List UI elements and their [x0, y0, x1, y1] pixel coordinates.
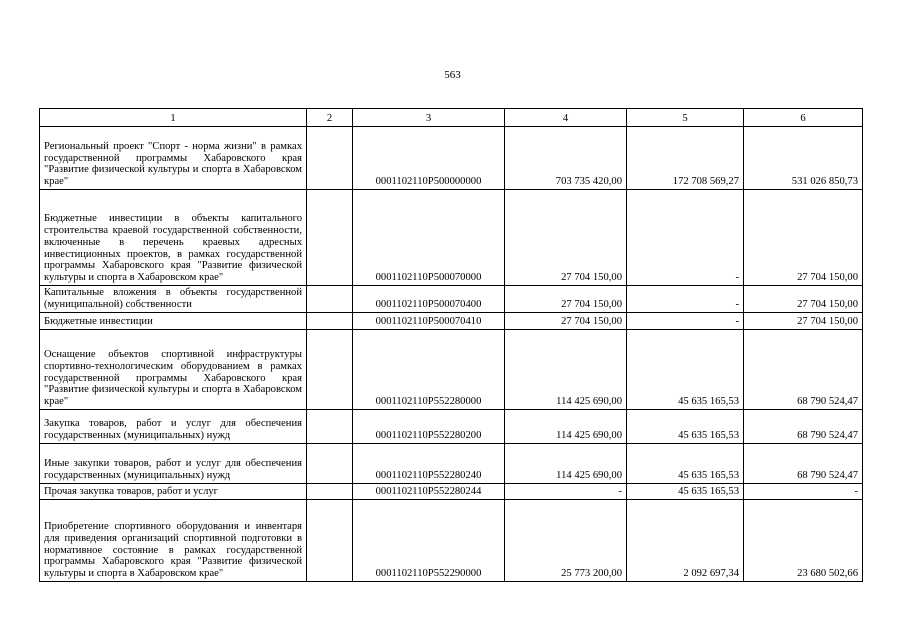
budget-code-cell: 0001102110P552280200 [353, 410, 505, 444]
budget-code-cell: 0001102110P500070000 [353, 190, 505, 286]
amount-col6-cell: 68 790 524,47 [744, 444, 863, 484]
section-cell [307, 190, 353, 286]
amount-col4-cell: 27 704 150,00 [505, 190, 627, 286]
amount-col6-cell: - [744, 484, 863, 500]
amount-col5-cell: 45 635 165,53 [627, 330, 744, 410]
table-row [40, 313, 863, 330]
column-header: 5 [627, 109, 744, 127]
section-cell [307, 127, 353, 190]
item-name-cell: Иные закупки товаров, работ и услуг для обеспечения государственных (муниципальных) нужд [40, 444, 307, 484]
item-name-cell: Бюджетные инвестиции в объекты капитального строительства краевой государственной собственности, включенные в перечень краевых адресных инвестиционных проектов, в рамках государственной программы Хабаровского края "Развитие физической культуры и спорта в Хабаровском крае" [40, 190, 307, 286]
item-name-cell: Прочая закупка товаров, работ и услуг [40, 484, 307, 500]
amount-col6-cell: 531 026 850,73 [744, 127, 863, 190]
amount-col4-cell: 114 425 690,00 [505, 330, 627, 410]
budget-code-cell: 0001102110P500000000 [353, 127, 505, 190]
budget-code-cell: 0001102110P500070410 [353, 313, 505, 330]
table-row [40, 190, 863, 286]
amount-col5-cell: - [627, 286, 744, 313]
budget-table [39, 108, 863, 582]
amount-col6-cell: 68 790 524,47 [744, 410, 863, 444]
amount-col4-cell: 703 735 420,00 [505, 127, 627, 190]
amount-col5-cell: 45 635 165,53 [627, 484, 744, 500]
column-header: 4 [505, 109, 627, 127]
item-name-cell: Закупка товаров, работ и услуг для обеспечения государственных (муниципальных) нужд [40, 410, 307, 444]
amount-col5-cell: 172 708 569,27 [627, 127, 744, 190]
amount-col4-cell: 114 425 690,00 [505, 410, 627, 444]
table-row [40, 500, 863, 582]
budget-code-cell: 0001102110P552280244 [353, 484, 505, 500]
amount-col5-cell: - [627, 190, 744, 286]
amount-col5-cell: - [627, 313, 744, 330]
amount-col5-cell: 2 092 697,34 [627, 500, 744, 582]
column-header: 3 [353, 109, 505, 127]
amount-col6-cell: 23 680 502,66 [744, 500, 863, 582]
section-cell [307, 313, 353, 330]
section-cell [307, 484, 353, 500]
table-row [40, 484, 863, 500]
column-header: 2 [307, 109, 353, 127]
amount-col5-cell: 45 635 165,53 [627, 410, 744, 444]
item-name-cell: Капитальные вложения в объекты государственной (муниципальной) собственности [40, 286, 307, 313]
table-row [40, 127, 863, 190]
column-header: 1 [40, 109, 307, 127]
table-header-row [40, 109, 863, 127]
item-name-cell: Региональный проект "Спорт - норма жизни" в рамках государственной программы Хабаровского края "Развитие физической культуры и спорта в Хабаровском крае" [40, 127, 307, 190]
column-header: 6 [744, 109, 863, 127]
amount-col4-cell: 27 704 150,00 [505, 286, 627, 313]
table-row [40, 286, 863, 313]
section-cell [307, 410, 353, 444]
budget-code-cell: 0001102110P552280000 [353, 330, 505, 410]
item-name-cell: Бюджетные инвестиции [40, 313, 307, 330]
table-row [40, 410, 863, 444]
amount-col6-cell: 27 704 150,00 [744, 190, 863, 286]
item-name-cell: Оснащение объектов спортивной инфраструктуры спортивно-технологическим оборудованием в рамках государственной программы Хабаровского края "Развитие физической культуры и спорта в Хабаровском крае" [40, 330, 307, 410]
budget-code-cell: 0001102110P552290000 [353, 500, 505, 582]
section-cell [307, 330, 353, 410]
section-cell [307, 444, 353, 484]
table-row [40, 444, 863, 484]
amount-col4-cell: 114 425 690,00 [505, 444, 627, 484]
section-cell [307, 500, 353, 582]
amount-col6-cell: 27 704 150,00 [744, 286, 863, 313]
budget-code-cell: 0001102110P500070400 [353, 286, 505, 313]
amount-col6-cell: 68 790 524,47 [744, 330, 863, 410]
amount-col4-cell: 25 773 200,00 [505, 500, 627, 582]
item-name-cell: Приобретение спортивного оборудования и инвентаря для приведения организаций спортивной подготовки в нормативное состояние в рамках государственной программы Хабаровского края "Развитие физической культуры и спорта в Хабаровском крае" [40, 500, 307, 582]
table-row [40, 330, 863, 410]
amount-col4-cell: - [505, 484, 627, 500]
amount-col4-cell: 27 704 150,00 [505, 313, 627, 330]
section-cell [307, 286, 353, 313]
budget-code-cell: 0001102110P552280240 [353, 444, 505, 484]
amount-col5-cell: 45 635 165,53 [627, 444, 744, 484]
amount-col6-cell: 27 704 150,00 [744, 313, 863, 330]
page-number: 563 [444, 69, 461, 81]
